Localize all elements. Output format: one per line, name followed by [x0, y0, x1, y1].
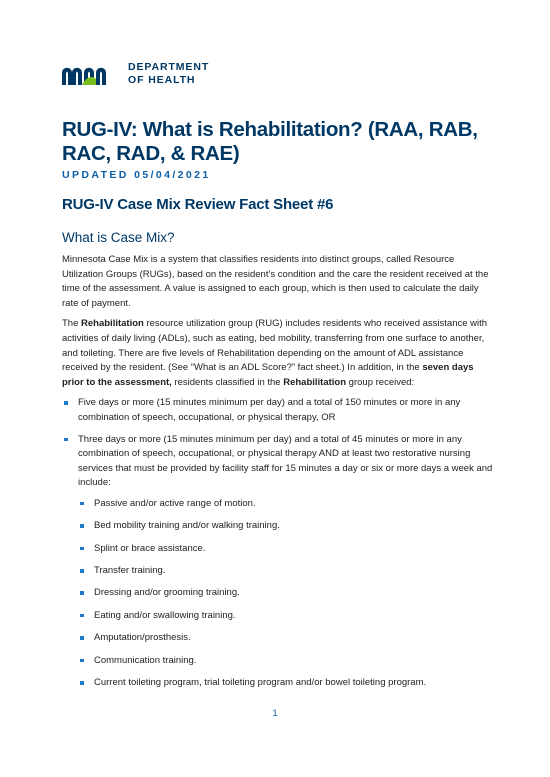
paragraph-rehabilitation — [62, 317, 494, 390]
list-item — [62, 433, 494, 691]
section-heading: What is Case Mix? — [62, 230, 175, 245]
logo-line-2: OF HEALTH — [128, 74, 196, 86]
list-item: Bed mobility training and/or walking training. — [78, 519, 494, 534]
list-item: Splint or brace assistance. — [78, 542, 494, 557]
p2-bold-rehab: Rehabilitation — [81, 318, 144, 330]
list-item: Communication training. — [78, 654, 494, 669]
mn-logo-icon — [62, 63, 118, 87]
fact-sheet-subtitle: RUG-IV Case Mix Review Fact Sheet #6 — [62, 196, 334, 213]
bullet-text: Three days or more (15 minutes minimum per day) and a total of 45 minutes or more in any combination of speech, occupational, or physical therapy AND at least two restorative nursing services that must be provided by facility staff for 15 minutes a day or six or more days a week and include: — [78, 433, 493, 489]
logo-text — [128, 61, 209, 87]
logo-line-1: DEPARTMENT — [128, 61, 210, 73]
p2-bold-seven-days: seven days prior to the assessment, — [62, 362, 474, 388]
p2-bold-rehab-2: Rehabilitation — [283, 376, 347, 388]
p2-text-g: group received: — [346, 376, 415, 388]
p2-text-e: residents classified in the — [171, 376, 284, 388]
p2-text-a: The — [62, 318, 82, 330]
list-item: Current toileting program, trial toileting program and/or bowel toileting program. — [78, 676, 494, 691]
paragraph-case-mix: Minnesota Case Mix is a system that classifies residents into distinct groups, called Resource Utilization Groups (RUGs), based on the resident’s condition and the care the resident received at the time of the assessment. A value is assigned to each group, which is then used to calculate the daily rate of payment. — [62, 254, 489, 309]
criteria-list — [62, 396, 494, 690]
list-item: Dressing and/or grooming training. — [78, 586, 494, 601]
bullet-text: Five days or more (15 minutes minimum per day) and a total of 150 minutes or more in any combination of speech, occupational, or physical therapy, OR — [78, 397, 461, 423]
p2-text-c: resource utilization group (RUG) includes residents who received assistance with activities of daily living (ADLs), such as eating, bed mobility, transferring from one surface to another, and toileting. There are five levels of Rehabilitation depending on the amount of ADL assistance received by the resident. (See “What is an ADL Score?” fact sheet.) In addition, in the — [62, 318, 488, 374]
page-title: RUG-IV: What is Rehabilitation? (RAA, RAB, RAC, RAD, & RAE) — [62, 118, 478, 165]
body-text — [62, 253, 494, 698]
mdh-logo — [62, 60, 242, 90]
list-item: Amputation/prosthesis. — [78, 631, 494, 646]
page-number: 1 — [272, 708, 278, 719]
list-item — [62, 396, 494, 425]
restorative-services-list — [78, 497, 494, 691]
list-item: Transfer training. — [78, 564, 494, 579]
updated-date: UPDATED 05/04/2021 — [62, 169, 211, 181]
list-item: Eating and/or swallowing training. — [78, 609, 494, 624]
list-item: Passive and/or active range of motion. — [78, 497, 494, 512]
